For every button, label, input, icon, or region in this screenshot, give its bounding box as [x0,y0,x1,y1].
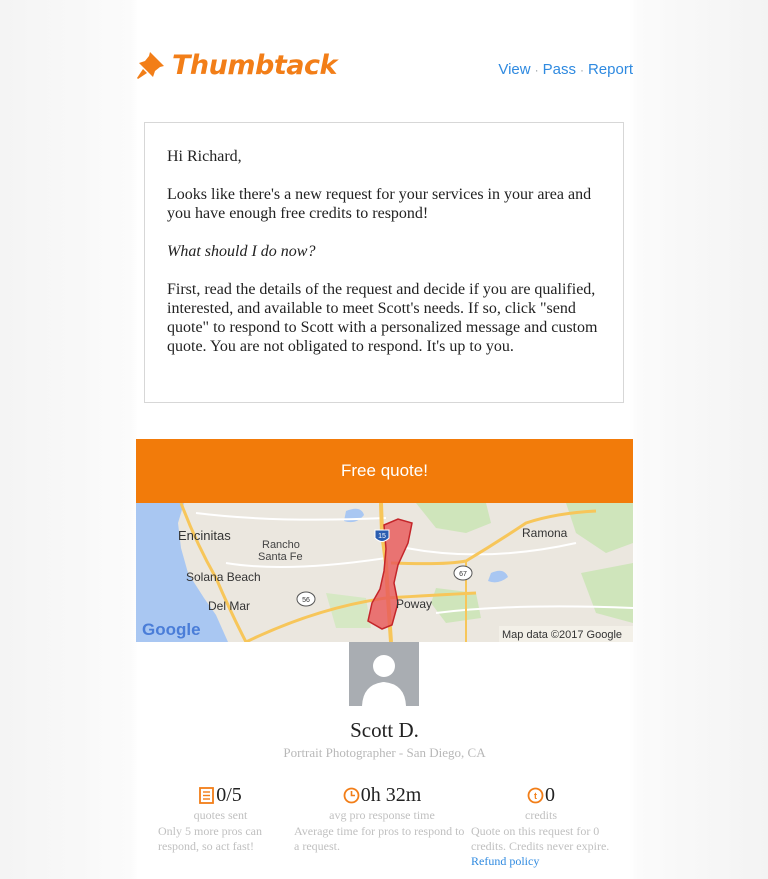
credits-value: 0 [545,784,555,806]
credits-label: credits [525,808,557,822]
avatar [349,642,419,706]
sr56-shield [297,592,315,606]
intro-text: Looks like there's a new request for your services in your area and you have enough free credits to respond! [167,186,592,222]
map-label-rancho: Rancho [262,539,300,551]
credits-stat [471,784,611,869]
free-quote-button[interactable]: Free quote! [136,439,633,503]
report-link[interactable]: Report [587,61,633,78]
map-attribution: Map data ©2017 Google [502,629,623,641]
map-label-santa-fe: Santa Fe [258,551,303,563]
credits-desc: Quote on this request for 0 credits. Credits never expire. Refund policy [471,824,610,868]
map-label-encinitas: Encinitas [178,528,231,543]
body-text: First, read the details of the request and decide if you are qualified, interested, and available to meet Scott's needs. If so, click "send quote" to respond to Scott with a personalized message and custom quote. You are not obligated to respond. It's up to you. [167,281,598,355]
quotes-label: quotes sent [193,808,248,822]
svg-text:t: t [534,791,537,801]
sr67-shield [454,566,472,580]
clock-icon [343,787,360,804]
user-placeholder-icon [349,642,419,706]
map-label-del-mar: Del Mar [208,599,251,613]
quotes-stat [158,784,283,854]
map-label-poway: Poway [396,597,433,611]
pass-link[interactable]: Pass [542,61,576,78]
email-container [136,0,633,879]
response-time-label: avg pro response time [329,808,435,822]
request-location-map[interactable] [136,503,633,642]
customer-subtitle: Portrait Photographer - San Diego, CA [283,745,486,760]
question-text: What should I do now? [167,243,316,260]
svg-text:15: 15 [378,533,386,540]
i15-shield [375,530,389,542]
response-time-stat [294,784,470,854]
quotes-value: 0/5 [216,784,242,806]
customer-name: Scott D. [350,718,419,742]
quotes-desc: Only 5 more pros can respond, so act fast! [158,824,262,853]
thumbtack-pin-icon [136,50,166,80]
map-label-solana-beach: Solana Beach [186,570,261,584]
link-separator: · [579,63,584,77]
link-separator: · [534,63,539,77]
response-time-value: 0h 32m [360,784,422,806]
logo-text: Thumbtack [172,49,337,81]
svg-text:67: 67 [459,571,467,578]
google-logo: Google [142,620,201,639]
response-time-desc: Average time for pros to respond to a request. [294,824,465,853]
map-label-ramona: Ramona [522,526,568,540]
document-icon [199,787,215,804]
stats-row [158,784,628,874]
header-links [498,61,633,78]
refund-policy-link[interactable]: Refund policy [471,854,540,868]
credit-coin-icon [527,787,544,804]
thumbtack-logo[interactable] [136,48,337,82]
message-card [144,122,624,403]
view-link[interactable]: View [498,61,531,78]
svg-text:56: 56 [302,597,310,604]
greeting: Hi Richard, [167,148,242,165]
